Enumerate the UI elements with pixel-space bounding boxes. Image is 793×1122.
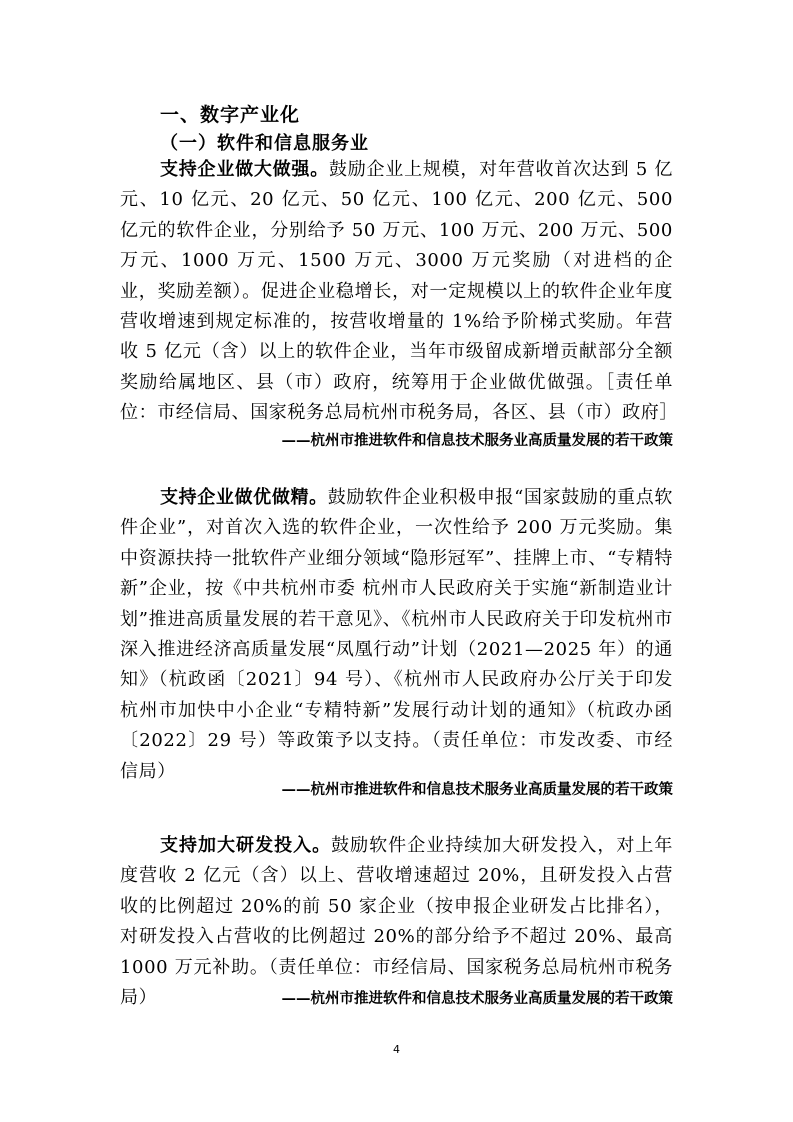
policy-body: 鼓励软件企业积极申报“国家鼓励的重点软件企业”，对首次入选的软件企业，一次性给予 200 万元奖励。集中资源扶持一批软件产业细分领域“隐形冠军”、挂牌上市、“专精特新”企业，按《中共杭州市委 杭州市人民政府关于实施“新制造业计划”推进高质量发展的若干意见》、《杭州市人民政府关于印发杭州市深入推进经济高质量发展“凤凰行动”计划（2021—2025 年）的通知》（杭政函〔2021〕94 号）、《杭州市人民政府办公厅关于印发杭州市加快中小企业“专精特新”发展行动计划的通知》（杭政办函〔2022〕29 号）等政策予以支持。（责任单位：市发改委、市经信局） <box>120 487 673 782</box>
policy-paragraph <box>120 155 678 429</box>
policy-source: ——杭州市推进软件和信息技术服务业高质量发展的若干政策 <box>281 781 673 798</box>
policy-body: 鼓励软件企业持续加大研发投入，对上年度营收 2 亿元（含）以上、营收增速超过 20%，且研发投入占营收的比例超过 20%的前 50 家企业（按申报企业研发占比排名），对研发投入占营收的比例超过 20%的部分给予不超过 20%、最高 1000 万元补助。（责任单位：市经信局、国家税务总局杭州市税务局） <box>120 835 673 1009</box>
policy-source: ——杭州市推进软件和信息技术服务业高质量发展的若干政策 <box>281 432 673 449</box>
policy-lead: 支持加大研发投入。 <box>160 835 332 856</box>
policy-lead: 支持企业做大做强。 <box>160 159 329 180</box>
section-heading: 一、数字产业化 <box>160 104 301 126</box>
policy-lead: 支持企业做优做精。 <box>160 487 328 508</box>
policy-paragraph <box>120 483 673 787</box>
policy-body: 鼓励企业上规模，对年营收首次达到 5 亿元、10 亿元、20 亿元、50 亿元、100 亿元、200 亿元、500 亿元的软件企业，分别给予 50 万元、100 万元、200 万元、500 万元、1000 万元、1500 万元、3000 万元奖励（对进档的企业，奖励差额）。促进企业稳增长，对一定规模以上的软件企业年度营收增速到规定标准的，按营收增量的 1%给予阶梯式奖励。年营收 5 亿元（含）以上的软件企业，当年市级留成新增贡献部分全额奖励给属地区、县（市）政府，统筹用于企业做优做强。［责任单位：市经信局、国家税务总局杭州市税务局，各区、县（市）政府］ <box>120 159 678 424</box>
policy-source: ——杭州市推进软件和信息技术服务业高质量发展的若干政策 <box>281 990 673 1007</box>
subsection-heading: （一）软件和信息服务业 <box>160 133 369 154</box>
page-number: 4 <box>393 1043 400 1056</box>
